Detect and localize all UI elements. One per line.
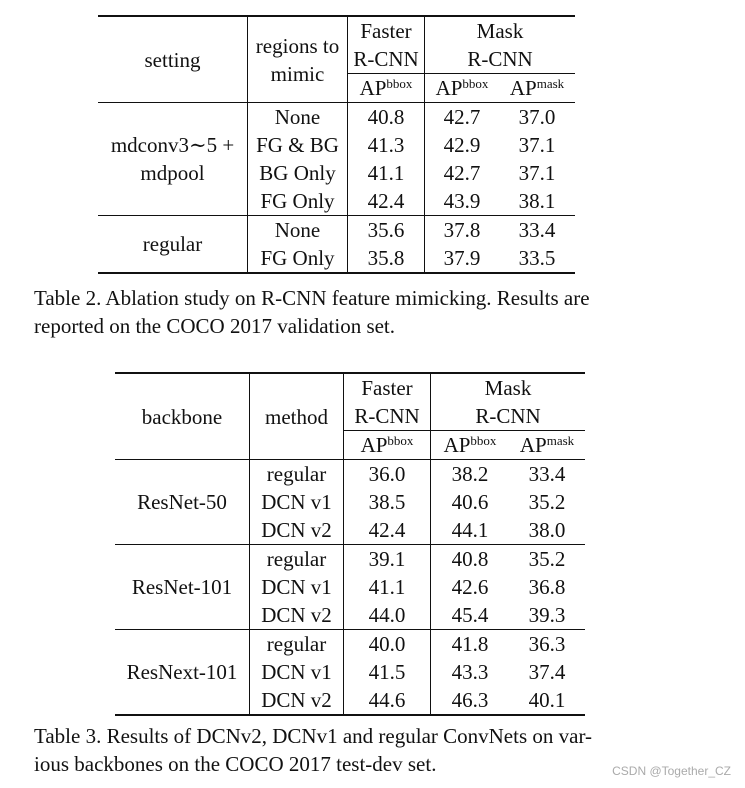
group-label-line1: mdconv3∼5 + — [110, 133, 235, 157]
backbone-label: ResNext-101 — [115, 630, 250, 716]
cell-region: BG Only — [248, 159, 348, 187]
table-row — [98, 216, 575, 245]
cell-faster-bbox: 36.0 — [344, 460, 431, 489]
cell-region: FG Only — [248, 244, 348, 273]
cell-faster-bbox: 42.4 — [344, 516, 431, 545]
table-row — [98, 103, 575, 132]
header-mask-ap-bbox — [431, 431, 510, 460]
cell-region: None — [248, 216, 348, 245]
cell-mask-mask: 33.4 — [528, 462, 566, 486]
cell-mask-bbox: 41.8 — [431, 630, 510, 659]
caption-line2: ious backbones on the COCO 2017 test-dev set. — [34, 752, 437, 776]
cell-method: regular — [250, 460, 344, 489]
caption-line1: Table 3. Results of DCNv2, DCNv1 and regular ConvNets on var- — [34, 724, 593, 748]
table-3-caption — [34, 722, 592, 778]
caption-line1: Table 2. Ablation study on R-CNN feature mimicking. Results are — [34, 286, 590, 310]
table-row — [115, 630, 585, 659]
cell-mask-bbox: 43.3 — [431, 658, 510, 686]
cell-mask-mask: 37.0 — [518, 105, 556, 129]
cell-mask-bbox: 42.6 — [431, 573, 510, 601]
cell-faster-bbox: 42.4 — [348, 187, 425, 216]
cell-mask-bbox: 42.7 — [425, 159, 500, 187]
group-label-line2: mdpool — [140, 161, 205, 185]
cell-region: FG Only — [248, 187, 348, 216]
cell-mask-bbox: 37.8 — [425, 216, 500, 245]
header-backbone: backbone — [141, 404, 223, 429]
header-mask-line1: Mask — [425, 16, 576, 45]
group-label-regular: regular — [98, 216, 248, 274]
table-row — [115, 545, 585, 574]
cell-mask-mask: 36.3 — [528, 632, 566, 656]
cell-mask-bbox: 46.3 — [431, 686, 510, 715]
table-2 — [98, 15, 575, 274]
header-mask-line2: R-CNN — [425, 45, 576, 74]
cell-faster-bbox: 44.6 — [344, 686, 431, 715]
group-label-mdconv — [98, 103, 248, 216]
ap-label: AP — [435, 76, 463, 100]
header-mask-ap-mask — [509, 431, 585, 460]
cell-mask-bbox: 40.6 — [431, 488, 510, 516]
header-mask-ap-bbox — [425, 74, 500, 103]
cell-region: None — [248, 103, 348, 132]
cell-mask-bbox: 40.8 — [431, 545, 510, 574]
cell-method: DCN v2 — [250, 516, 344, 545]
mask-sup: mask — [536, 76, 565, 91]
header-method: method — [250, 373, 344, 460]
cell-faster-bbox: 41.1 — [344, 573, 431, 601]
ap-label: AP — [519, 433, 547, 457]
cell-faster-bbox: 39.1 — [344, 545, 431, 574]
cell-method: DCN v2 — [250, 601, 344, 630]
header-faster-line1: Faster — [348, 16, 425, 45]
header-mask-line2: R-CNN — [431, 402, 586, 431]
cell-mask-mask: 35.2 — [528, 490, 566, 514]
table-3 — [115, 372, 585, 716]
ap-label: AP — [509, 76, 537, 100]
cell-method: regular — [250, 630, 344, 659]
header-faster-ap-bbox — [348, 74, 425, 103]
cell-method: DCN v1 — [250, 488, 344, 516]
cell-faster-bbox: 44.0 — [344, 601, 431, 630]
cell-method: DCN v1 — [250, 573, 344, 601]
cell-faster-bbox: 38.5 — [344, 488, 431, 516]
cell-mask-mask: 37.4 — [528, 660, 566, 684]
cell-mask-bbox: 38.2 — [431, 460, 510, 489]
bbox-sup: bbox — [387, 433, 414, 448]
cell-method: DCN v2 — [250, 686, 344, 715]
bbox-sup: bbox — [470, 433, 497, 448]
cell-faster-bbox: 41.3 — [348, 131, 425, 159]
ap-label: AP — [443, 433, 471, 457]
cell-mask-mask: 37.1 — [518, 133, 556, 157]
cell-mask-bbox: 44.1 — [431, 516, 510, 545]
header-regions-to-mimic — [248, 16, 348, 103]
cell-region: FG & BG — [248, 131, 348, 159]
ap-label: AP — [360, 433, 388, 457]
table-row — [115, 460, 585, 489]
cell-mask-bbox: 42.9 — [425, 131, 500, 159]
cell-method: regular — [250, 545, 344, 574]
cell-method: DCN v1 — [250, 658, 344, 686]
cell-mask-mask: 37.1 — [518, 161, 556, 185]
backbone-label: ResNet-50 — [137, 490, 227, 514]
header-mask-ap-mask — [499, 74, 575, 103]
cell-mask-bbox: 37.9 — [425, 244, 500, 273]
header-setting: setting — [144, 47, 201, 72]
cell-faster-bbox: 41.5 — [344, 658, 431, 686]
mask-sup: mask — [546, 433, 575, 448]
bbox-sup: bbox — [386, 76, 413, 91]
cell-faster-bbox: 35.6 — [348, 216, 425, 245]
ap-label: AP — [359, 76, 387, 100]
cell-mask-mask: 33.5 — [518, 246, 556, 270]
header-faster-ap-bbox — [344, 431, 431, 460]
header-faster-line2: R-CNN — [344, 402, 431, 431]
header-mask-line1: Mask — [431, 373, 586, 402]
cell-mask-mask: 38.0 — [528, 518, 566, 542]
header-regions-line2: mimic — [270, 61, 325, 86]
cell-faster-bbox: 40.0 — [344, 630, 431, 659]
backbone-label: ResNet-101 — [131, 575, 233, 599]
cell-faster-bbox: 40.8 — [348, 103, 425, 132]
cell-mask-bbox: 43.9 — [425, 187, 500, 216]
cell-faster-bbox: 41.1 — [348, 159, 425, 187]
cell-mask-mask: 36.8 — [528, 575, 566, 599]
table-2-caption — [34, 284, 590, 340]
header-faster-line2: R-CNN — [348, 45, 425, 74]
cell-mask-bbox: 42.7 — [425, 103, 500, 132]
cell-mask-bbox: 45.4 — [431, 601, 510, 630]
cell-mask-mask: 35.2 — [528, 547, 566, 571]
header-faster-line1: Faster — [344, 373, 431, 402]
cell-faster-bbox: 35.8 — [348, 244, 425, 273]
cell-mask-mask: 39.3 — [528, 603, 566, 627]
cell-mask-mask: 33.4 — [518, 218, 556, 242]
cell-mask-mask: 38.1 — [518, 189, 556, 213]
cell-mask-mask: 40.1 — [528, 688, 566, 712]
caption-line2: reported on the COCO 2017 validation set. — [34, 314, 396, 338]
bbox-sup: bbox — [462, 76, 489, 91]
header-regions-line1: regions to — [255, 33, 340, 58]
watermark: CSDN @Together_CZ — [612, 764, 731, 778]
